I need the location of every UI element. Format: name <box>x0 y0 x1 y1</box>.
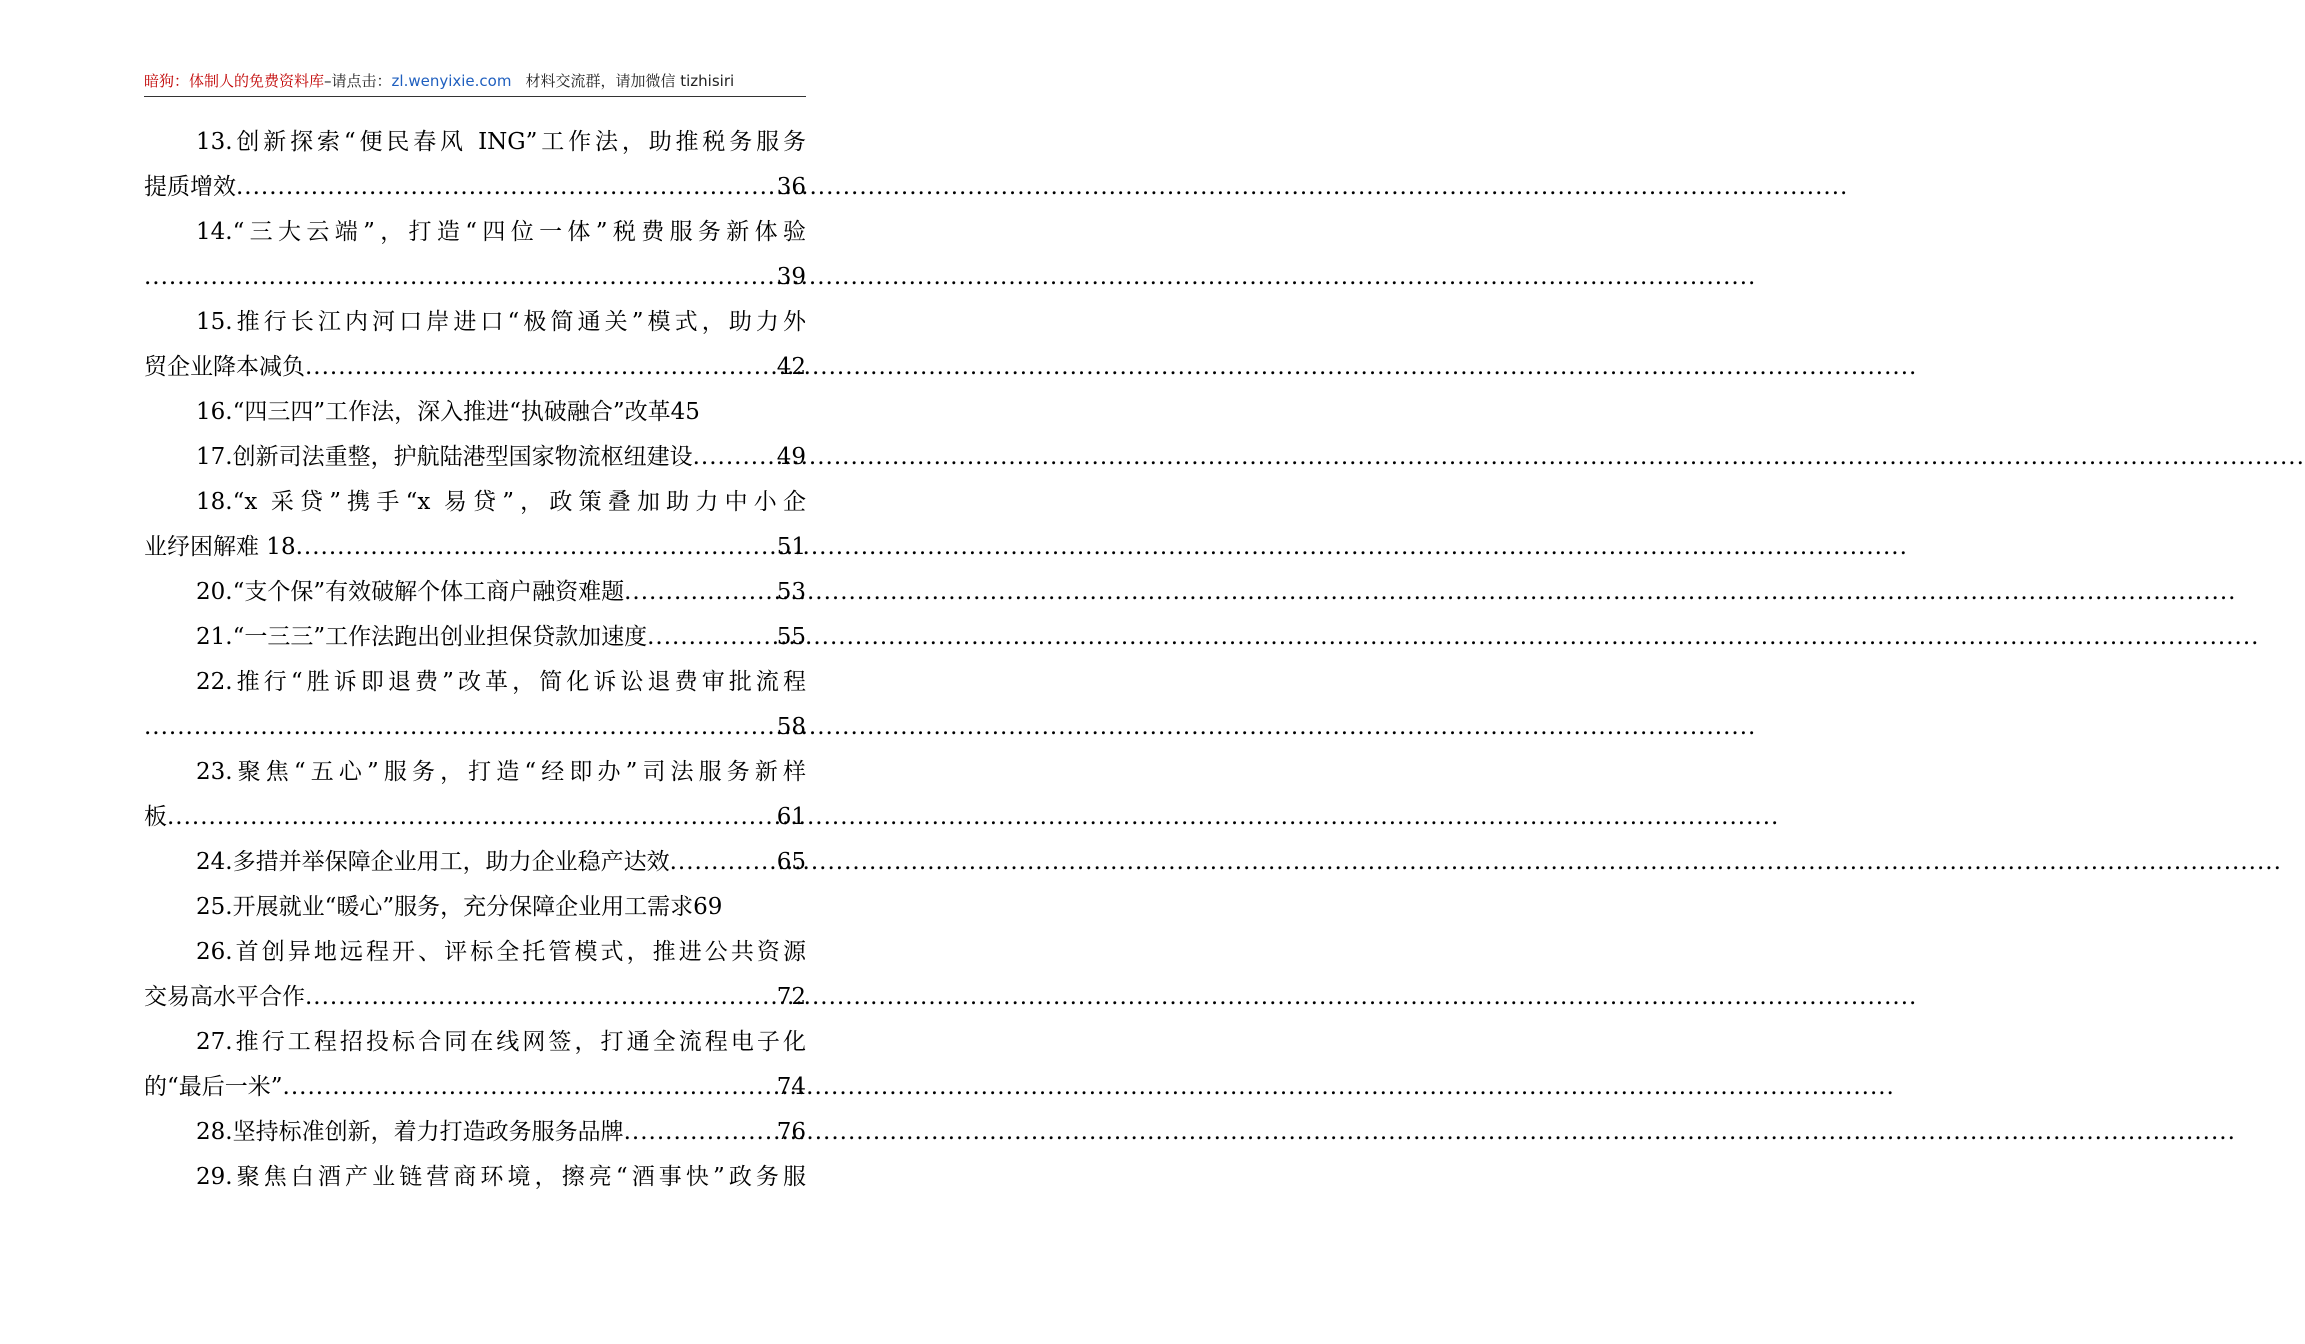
page-number: 39 <box>776 264 806 290</box>
toc-entry-13-cont[interactable]: 提质增效 ..... 36 <box>144 165 806 210</box>
page-number: 36 <box>776 174 806 200</box>
toc-entry-27-cont[interactable]: 的“最后一米” ..... 74 <box>144 1065 806 1110</box>
leader-dots <box>305 345 777 390</box>
toc-entry-18[interactable]: 18.“x 采贷”携手“x 易贷”，政策叠加助力中小企 <box>196 489 806 515</box>
toc-entry-24[interactable]: 24.多措并举保障企业用工，助力企业稳产达效 ..... 65 <box>144 840 806 885</box>
toc-entry-22-cont[interactable] <box>144 705 806 750</box>
toc-entry-15[interactable]: 15.推行长江内河口岸进口“极简通关”模式，助力外 <box>196 309 806 335</box>
toc-entry-26-cont[interactable]: 交易高水平合作 ..... 72 <box>144 975 806 1020</box>
toc-entry-26[interactable]: 26.首创异地远程开、评标全托管模式，推进公共资源 <box>196 939 806 965</box>
page-number: 72 <box>776 984 806 1010</box>
leader-dots <box>305 975 777 1020</box>
page-number: 58 <box>776 714 806 740</box>
header-divider <box>144 96 806 97</box>
toc-entry-22[interactable]: 22.推行“胜诉即退费”改革，简化诉讼退费审批流程 <box>196 669 806 695</box>
header-brand: 暗狗：体制人的免费资料库 <box>144 72 325 90</box>
toc-entry-13[interactable]: 13.创新探索“便民春风 ING”工作法，助推税务服务 <box>196 129 806 155</box>
toc-entry-18-cont[interactable]: 业纾困解难 18 ..... 51 <box>144 525 806 570</box>
header-link[interactable]: zl.wenyixie.com <box>391 72 512 90</box>
document-page <box>0 0 950 1344</box>
page-number: 45 <box>670 399 700 425</box>
leader-dots <box>624 570 777 615</box>
table-of-contents <box>144 120 806 1200</box>
toc-entry-28[interactable]: 28.坚持标准创新，着力打造政务服务品牌 ..... 76 <box>144 1110 806 1155</box>
page-number: 55 <box>776 624 806 650</box>
page-number: 53 <box>776 579 806 605</box>
leader-dots <box>144 255 777 300</box>
toc-entry-25[interactable]: 25.开展就业“暖心”服务，充分保障企业用工需求 69 <box>144 885 806 930</box>
leader-dots <box>624 1110 777 1155</box>
leader-dots <box>144 705 777 750</box>
toc-entry-16[interactable]: 16.“四三四”工作法，深入推进“执破融合”改革 45 <box>144 390 806 435</box>
toc-entry-14[interactable]: 14.“三大云端”，打造“四位一体”税费服务新体验 <box>196 219 806 245</box>
leader-dots <box>693 435 777 480</box>
toc-entry-17[interactable]: 17.创新司法重整，护航陆港型国家物流枢纽建设 ..... 49 <box>144 435 806 480</box>
page-number: 51 <box>776 534 806 560</box>
page-number: 65 <box>776 849 806 875</box>
page-number: 61 <box>776 804 806 830</box>
toc-entry-29[interactable]: 29.聚焦白酒产业链营商环境，擦亮“酒事快”政务服 <box>196 1164 806 1190</box>
toc-entry-20[interactable]: 20.“支个保”有效破解个体工商户融资难题 ..... 53 <box>144 570 806 615</box>
header-prompt: –请点击： <box>324 72 392 90</box>
leader-dots <box>670 840 777 885</box>
toc-entry-23-cont[interactable]: 板 ..... 61 <box>144 795 806 840</box>
leader-dots <box>167 795 777 840</box>
toc-entry-27[interactable]: 27.推行工程招投标合同在线网签，打通全流程电子化 <box>196 1029 806 1055</box>
page-number: 49 <box>776 444 806 470</box>
toc-entry-14-cont[interactable] <box>144 255 806 300</box>
toc-entry-15-cont[interactable]: 贸企业降本减负 ..... 42 <box>144 345 806 390</box>
page-number: 76 <box>776 1119 806 1145</box>
page-number: 74 <box>776 1074 806 1100</box>
header-extra: 材料交流群，请加微信 tizhisiri <box>525 72 735 90</box>
toc-entry-23[interactable]: 23.聚焦“五心”服务，打造“经即办”司法服务新样 <box>196 759 806 785</box>
leader-dots <box>283 1065 777 1110</box>
toc-entry-21[interactable]: 21.“一三三”工作法跑出创业担保贷款加速度 ..... 55 <box>144 615 806 660</box>
leader-dots <box>296 525 777 570</box>
page-number: 42 <box>776 354 806 380</box>
page-header <box>144 66 806 96</box>
leader-dots <box>647 615 777 660</box>
leader-dots <box>236 165 777 210</box>
page-number: 69 <box>693 894 723 920</box>
